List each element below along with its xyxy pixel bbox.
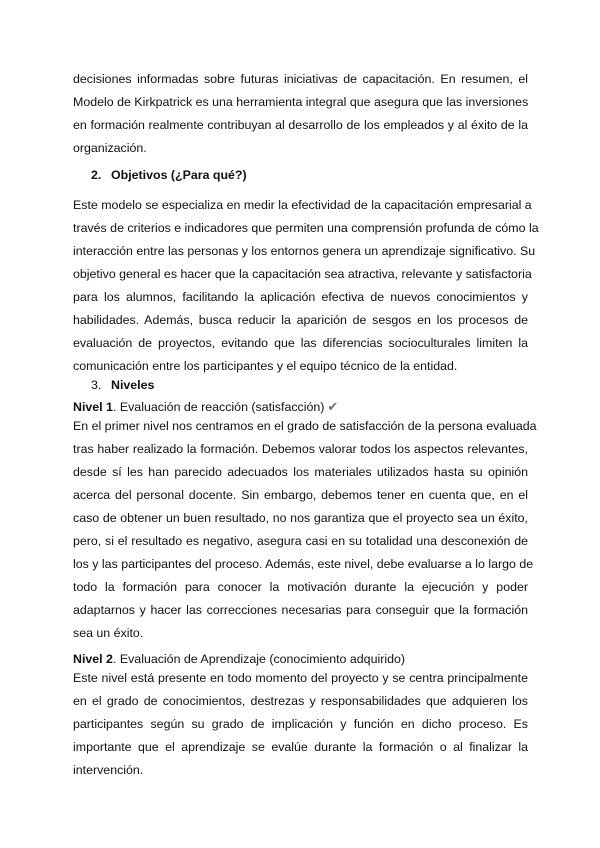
text-line: través de criterios e indicadores que permiten una comprensión profunda de cómo la <box>73 221 539 235</box>
text-line: acerca del personal docente. Sin embargo, debemos tener en cuenta que, en el <box>73 488 528 502</box>
text-line: habilidades. Además, busca reducir la aparición de sesgos en los procesos de <box>73 313 528 327</box>
objectives-paragraph <box>73 194 539 378</box>
text-line: importante que el aprendizaje se evalúe durante la formación o al finalizar la <box>73 740 528 754</box>
text-line: organización. <box>73 141 147 155</box>
section-title: Niveles <box>111 378 155 392</box>
section-number: 2. <box>91 168 102 182</box>
text-line: Este modelo se especializa en medir la efectividad de la capacitación empresarial a <box>73 198 532 212</box>
section-title: Objetivos (¿Para qué?) <box>111 168 247 182</box>
text-line: En el primer nivel nos centramos en el grado de satisfacción de la persona evaluada <box>73 419 537 433</box>
section-number: 3. <box>91 378 102 392</box>
text-line: sea un éxito. <box>73 626 144 640</box>
text-line: interacción entre las personas y los entornos genera un aprendizaje significativo. Su <box>73 244 536 258</box>
nivel-title: . Evaluación de Aprendizaje (conocimiento adquirido) <box>112 652 405 666</box>
nivel-1-paragraph <box>73 415 537 645</box>
checkmark-icon: ✔ <box>327 399 339 414</box>
nivel-label: Nivel 2 <box>73 652 113 666</box>
text-line: para los alumnos, facilitando la aplicación efectiva de nuevos conocimientos y <box>73 290 528 304</box>
text-line: tras haber realizado la formación. Debemos valorar todos los aspectos relevantes, <box>73 442 528 456</box>
text-line: todo la formación para conocer la motivación durante la ejecución y poder <box>73 580 528 594</box>
text-line: en formación realmente contribuyan al desarrollo de los empleados y al éxito de la <box>73 118 528 132</box>
text-line: Este nivel está presente en todo momento del proyecto y se centra principalmente <box>73 671 528 685</box>
text-line: en el grado de conocimientos, destrezas y responsabilidades que adquieren los <box>73 694 528 708</box>
text-line: los y las participantes del proceso. Además, este nivel, debe evaluarse a lo largo de <box>73 557 534 571</box>
nivel-2-paragraph <box>73 667 528 782</box>
text-line: intervención. <box>73 763 144 777</box>
nivel-title: . Evaluación de reacción (satisfacción) <box>112 400 325 414</box>
text-line: participantes según su grado de implicación y función en dicho proceso. Es <box>73 717 528 731</box>
section-2-heading <box>91 166 247 184</box>
text-line: objetivo general es hacer que la capacitación sea atractiva, relevante y satisfactoria <box>73 267 532 281</box>
text-line: caso de obtener un buen resultado, no nos garantiza que el proyecto sea un éxito, <box>73 511 528 525</box>
text-line: adaptarnos y hacer las correcciones necesarias para conseguir que la formación <box>73 603 528 617</box>
nivel-label: Nivel 1 <box>73 400 113 414</box>
nivel-1-heading <box>73 398 338 416</box>
text-line: desde sí les han parecido adecuados los materiales utilizados hasta su opinión <box>73 465 528 479</box>
intro-paragraph <box>73 68 528 160</box>
text-line: comunicación entre los participantes y el equipo técnico de la entidad. <box>73 359 458 373</box>
text-line: decisiones informadas sobre futuras iniciativas de capacitación. En resumen, el <box>73 72 528 86</box>
text-line: evaluación de proyectos, evitando que las diferencias socioculturales limiten la <box>73 336 528 350</box>
text-line: Modelo de Kirkpatrick es una herramienta integral que asegura que las inversiones <box>73 95 529 109</box>
section-3-heading <box>91 376 154 394</box>
text-line: pero, si el resultado es negativo, asegura casi en su totalidad una desconexión de <box>73 534 528 548</box>
nivel-2-heading <box>73 650 405 668</box>
